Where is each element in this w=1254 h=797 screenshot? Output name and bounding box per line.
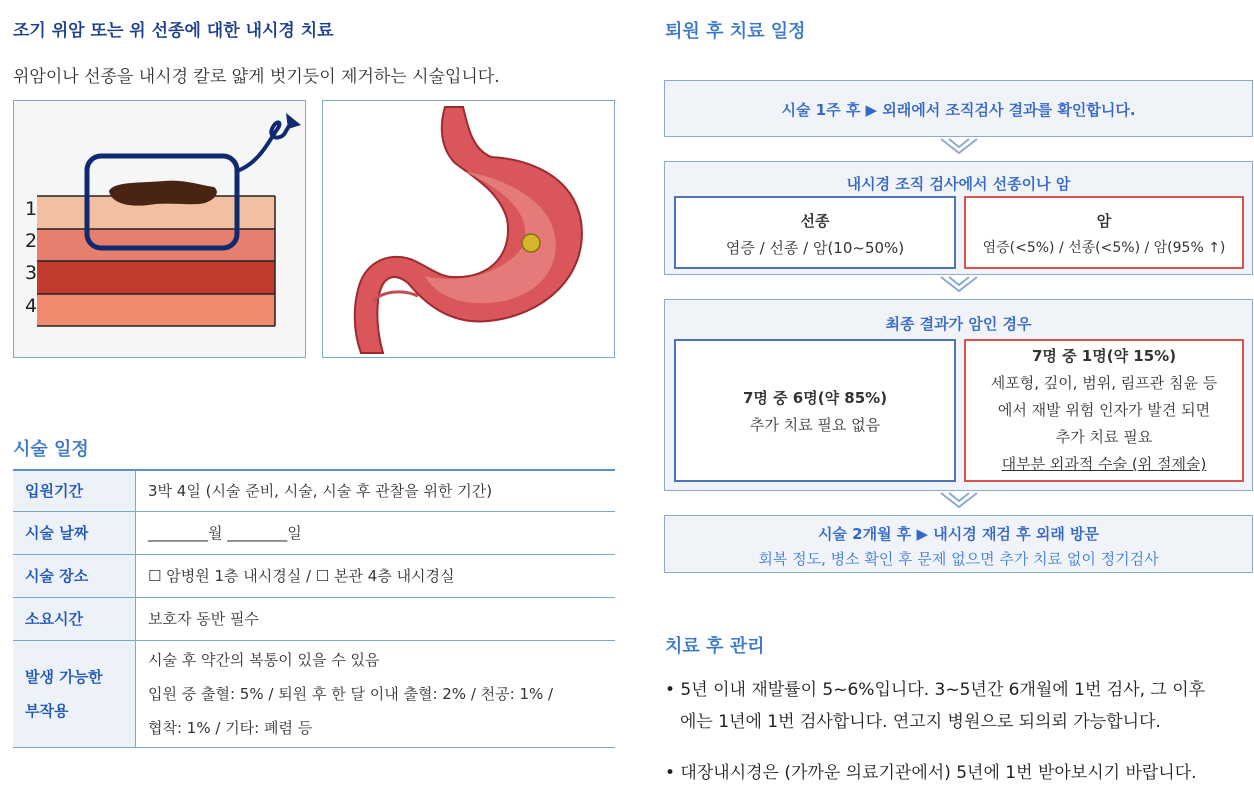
- additional-treatment-line: 추가 치료 필요: [1055, 428, 1153, 446]
- table-row: [13, 511, 615, 554]
- table-row: [13, 554, 615, 597]
- row-label: [13, 640, 136, 747]
- layer-label-4: 4: [25, 295, 38, 317]
- table-row: [13, 470, 615, 511]
- no-treatment-box: [674, 339, 956, 482]
- step-3-heading: 최종 결과가 암인 경우: [885, 315, 1032, 333]
- row-value-line: 시술 후 약간의 복통이 있을 수 있음: [148, 650, 380, 669]
- row-label: 시술 장소: [13, 554, 136, 597]
- row-value: 3박 4일 (시술 준비, 시술, 시술 후 관찰을 위한 기간): [136, 470, 616, 511]
- procedure-description: 위암이나 선종을 내시경 칼로 얇게 벗기듯이 제거하는 시술입니다.: [13, 67, 500, 87]
- stomach-illustration: [323, 101, 615, 358]
- step-4-line-1: 시술 2개월 후 ▶ 내시경 재검 후 외래 방문: [817, 525, 1100, 543]
- chevron-down-icon: [939, 491, 979, 509]
- table-row: [13, 597, 615, 640]
- additional-treatment-box: [964, 339, 1244, 482]
- layer-label-3: 3: [25, 262, 38, 284]
- additional-treatment-line: 세포형, 깊이, 범위, 림프관 침윤 등: [990, 374, 1218, 392]
- bullet-line: 에는 1년에 1번 검사합니다. 연고지 병원으로 되의뢰 가능합니다.: [680, 712, 1161, 732]
- step-3-box: [664, 299, 1253, 491]
- cancer-box: [964, 196, 1244, 269]
- aftercare-bullet-1: [665, 674, 1205, 738]
- row-value: ☐ 암병원 1층 내시경실 / ☐ 본관 4층 내시경실: [136, 554, 616, 597]
- row-label: 소요시간: [13, 597, 136, 640]
- adenoma-box: [674, 196, 956, 269]
- bullet-line: • 5년 이내 재발률이 5~6%입니다. 3~5년간 6개월에 1번 검사, 그 이후: [665, 680, 1206, 700]
- bullet-line: • 대장내시경은 (가까운 의료기관에서) 5년에 1번 받아보시기 바랍니다.: [665, 763, 1197, 783]
- adenoma-title: 선종: [800, 212, 830, 230]
- tissue-layer-diagram: [13, 100, 306, 358]
- step-2-heading: 내시경 조직 검사에서 선종이나 암: [846, 175, 1071, 193]
- adenoma-body: 염증 / 선종 / 암(10~50%): [725, 239, 905, 257]
- schedule-table: [13, 469, 615, 748]
- cancer-body: 염증(<5%) / 선종(<5%) / 암(95% ↑): [982, 240, 1226, 256]
- followup-title: 퇴원 후 치료 일정: [665, 21, 806, 42]
- row-value: [136, 640, 616, 747]
- aftercare-bullet-2: [665, 757, 1197, 789]
- step-1-text: 시술 1주 후 ▶ 외래에서 조직검사 결과를 확인합니다.: [781, 101, 1136, 119]
- tissue-layer-illustration: [14, 101, 306, 358]
- chevron-down-icon: [939, 275, 979, 293]
- row-label: 시술 날짜: [13, 511, 136, 554]
- step-4-box: [664, 515, 1253, 573]
- no-treatment-title: 7명 중 6명(약 85%): [742, 389, 888, 407]
- layer-label-1: 1: [25, 198, 38, 220]
- aftercare-title: 치료 후 관리: [665, 636, 765, 657]
- row-value: 보호자 동반 필수: [136, 597, 616, 640]
- row-label-line: 발생 가능한: [25, 667, 103, 686]
- step-2-box: [664, 161, 1253, 275]
- row-label-line: 부작용: [25, 701, 69, 720]
- procedure-title: 조기 위암 또는 위 선종에 대한 내시경 치료: [13, 21, 334, 41]
- row-value-line: 입원 중 출혈: 5% / 퇴원 후 한 달 이내 출혈: 2% / 천공: 1% /: [148, 684, 554, 703]
- layer-label-2: 2: [25, 230, 38, 252]
- additional-treatment-title: 7명 중 1명(약 15%): [1031, 347, 1177, 365]
- row-label: 입원기간: [13, 470, 136, 511]
- additional-treatment-line: 에서 재발 위험 인자가 발견 되면: [997, 401, 1211, 419]
- no-treatment-body: 추가 치료 필요 없음: [749, 416, 881, 434]
- cancer-title: 암: [1096, 212, 1112, 230]
- row-value-line: 협착: 1% / 기타: 폐렴 등: [148, 718, 313, 737]
- chevron-down-icon: [939, 137, 979, 155]
- step-4-line-2: 회복 정도, 병소 확인 후 문제 없으면 추가 치료 없이 정기검사: [758, 550, 1159, 568]
- step-1-box: [664, 80, 1253, 137]
- schedule-title: 시술 일정: [13, 439, 89, 460]
- surgery-note: 대부분 외과적 수술 (위 절제술): [1001, 455, 1207, 473]
- stomach-diagram: [322, 100, 615, 358]
- row-value: ________월 ________일: [136, 511, 616, 554]
- table-row: [13, 640, 615, 747]
